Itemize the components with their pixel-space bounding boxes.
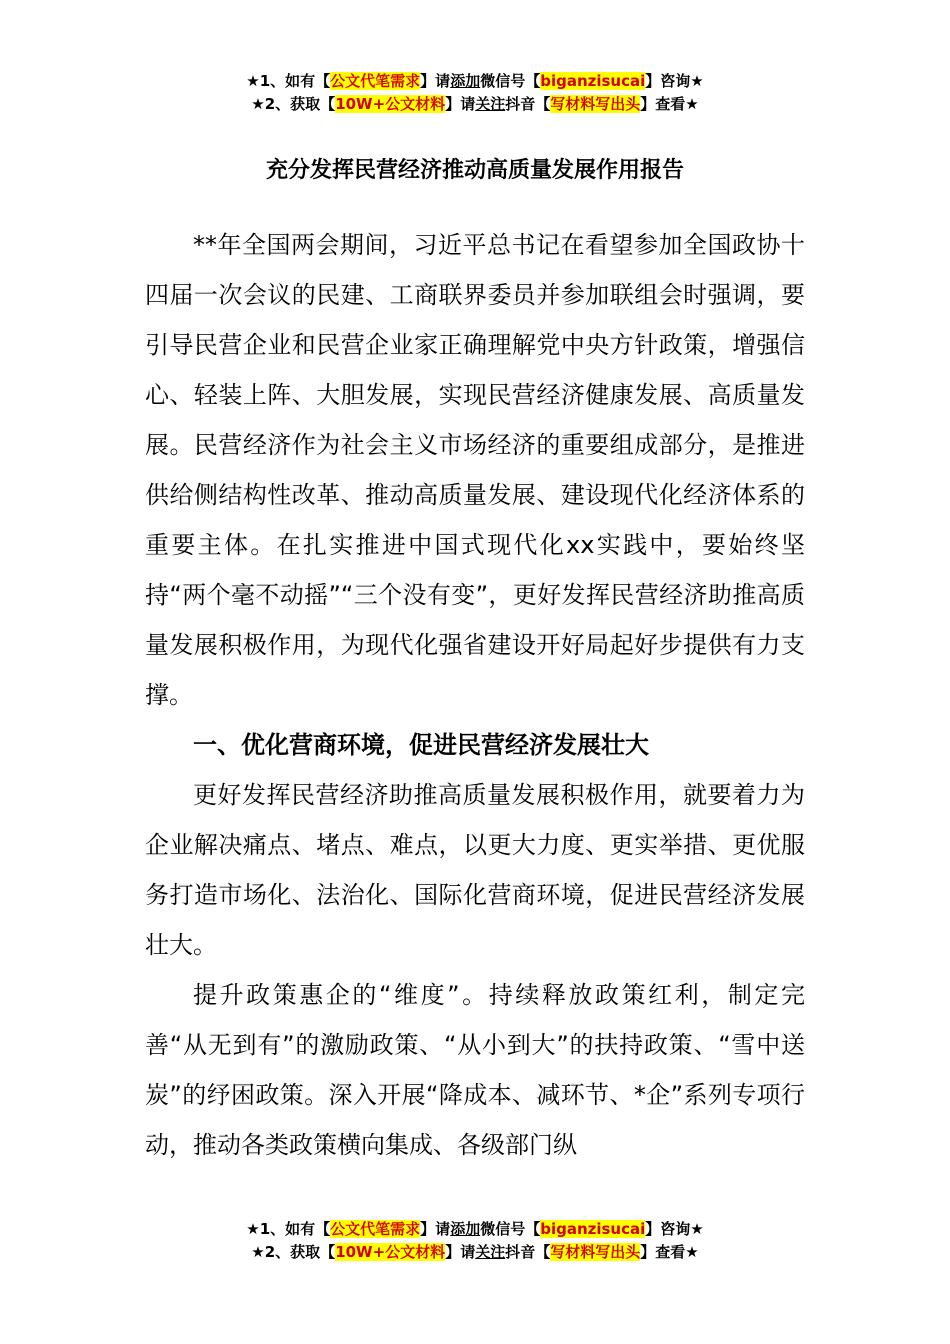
header-banner — [0, 70, 950, 116]
banner-line-1: ★1、如有【公文代笔需求】请添加微信号【biganzisucai】咨询★ — [246, 72, 704, 90]
document-title: 充分发挥民营经济推动高质量发展作用报告 — [265, 158, 684, 183]
footer-highlight-materials: 10W+公文材料 — [335, 1243, 446, 1261]
banner-line-2: ★2、获取【10W+公文材料】请关注抖音【写材料写出头】查看★ — [251, 95, 699, 113]
highlight-douyin: 写材料写出头 — [550, 95, 641, 113]
highlight-wechat-id: biganzisucai — [540, 72, 646, 90]
document-body — [145, 220, 805, 1170]
paragraph-intro: **年全国两会期间，习近平总书记在看望参加全国政协十四届一次会议的民建、工商联界委员并参加联组会时强调，要引导民营企业和民营企业家正确理解党中央方针政策，增强信心、轻装上阵、大胆发展，实现民营经济健康发展、高质量发展。民营经济作为社会主义市场经济的重要组成部分，是推进供给侧结构性改革、推动高质量发展、建设现代化经济体系的重要主体。在扎实推进中国式现代化xx实践中，要始终坚持“两个毫不动摇”“三个没有变”，更好发挥民营经济助推高质量发展积极作用，为现代化强省建设开好局起好步提供有力支撑。 — [145, 231, 805, 709]
highlight-materials: 10W+公文材料 — [335, 95, 446, 113]
highlight-service: 公文代笔需求 — [330, 72, 421, 90]
section-heading-1: 一、优化营商环境，促进民营经济发展壮大 — [193, 731, 649, 759]
footer-banner — [0, 1218, 950, 1264]
footer-line-1: ★1、如有【公文代笔需求】请添加微信号【biganzisucai】咨询★ — [246, 1220, 704, 1238]
footer-highlight-wechat-id: biganzisucai — [540, 1220, 646, 1238]
paragraph-section-1: 更好发挥民营经济助推高质量发展积极作用，就要着力为企业解决痛点、堵点、难点，以更大力度、更实举措、更优服务打造市场化、法治化、国际化营商环境，促进民营经济发展壮大。 — [145, 781, 805, 959]
paragraph-policy: 提升政策惠企的“维度”。持续释放政策红利，制定完善“从无到有”的激励政策、“从小到大”的扶持政策、“雪中送炭”的纾困政策。深入开展“降成本、减环节、*企”系列专项行动，推动各类政策横向集成、各级部门纵 — [145, 981, 805, 1159]
footer-line-2: ★2、获取【10W+公文材料】请关注抖音【写材料写出头】查看★ — [251, 1243, 699, 1261]
footer-highlight-douyin: 写材料写出头 — [550, 1243, 641, 1261]
footer-highlight-service: 公文代笔需求 — [330, 1220, 421, 1238]
